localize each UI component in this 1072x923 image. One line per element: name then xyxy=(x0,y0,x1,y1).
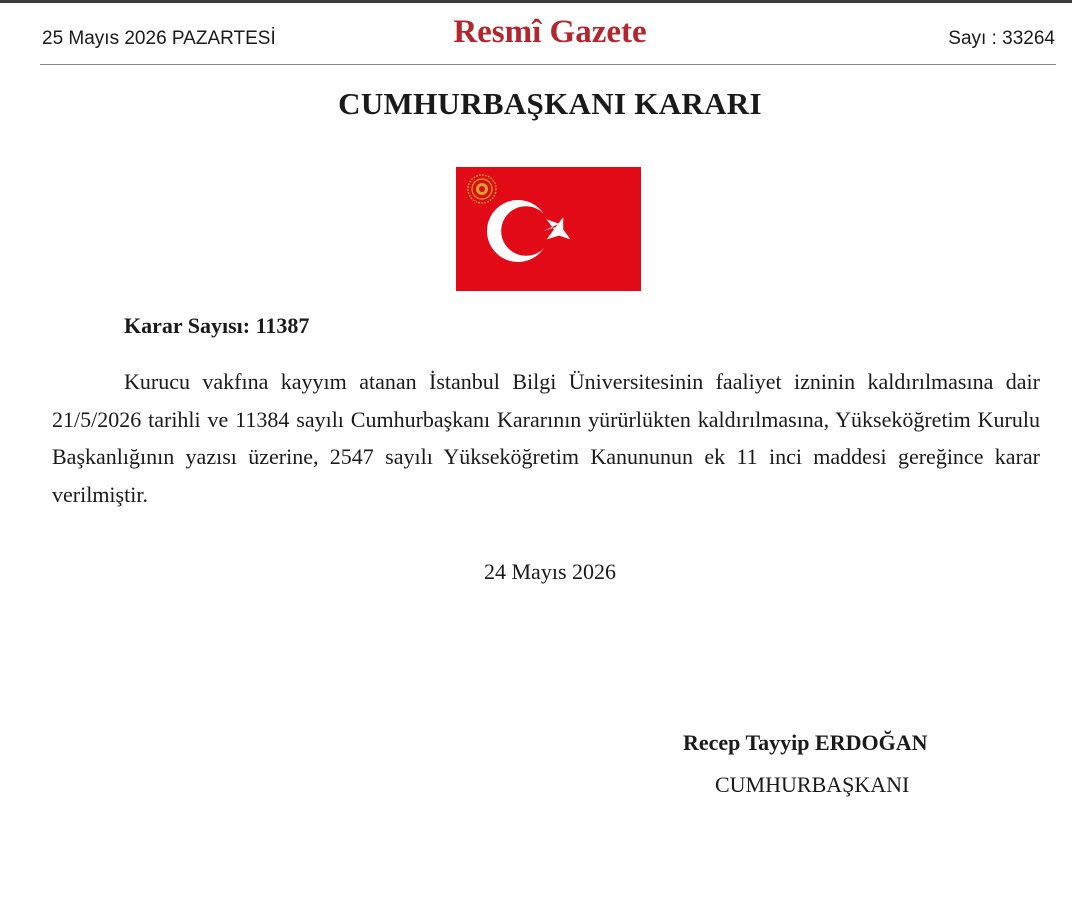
top-border xyxy=(0,0,1072,3)
signer-title: CUMHURBAŞKANI xyxy=(715,772,910,797)
signer-name: Recep Tayyip ERDOĞAN xyxy=(683,730,928,755)
document-heading: CUMHURBAŞKANI KARARI xyxy=(338,86,762,121)
issue-number: Sayı : 33264 xyxy=(948,28,1055,49)
decision-date: 24 Mayıs 2026 xyxy=(484,559,616,584)
decision-body: Kurucu vakfına kayyım atanan İstanbul Bilgi Üniversitesinin faaliyet izninin kaldırılmasına dair 21/5/2026 tarihli ve 11384 sayılı Cumhurbaşkanı Kararının yürürlükten kaldırılmasına, Yükseköğretim Kurulu Başkanlığının yazısı üzerine, 2547 sayılı Yükseköğretim Kanununun ek 11 inci maddesi gereğince karar verilmiştir. xyxy=(52,369,1040,507)
header-date: 25 Mayıs 2026 PAZARTESİ xyxy=(42,28,276,49)
decision-number: Karar Sayısı: 11387 xyxy=(124,313,310,338)
turkish-flag-icon xyxy=(456,167,641,291)
header-divider xyxy=(40,64,1056,65)
gazette-title: Resmî Gazete xyxy=(453,14,647,50)
